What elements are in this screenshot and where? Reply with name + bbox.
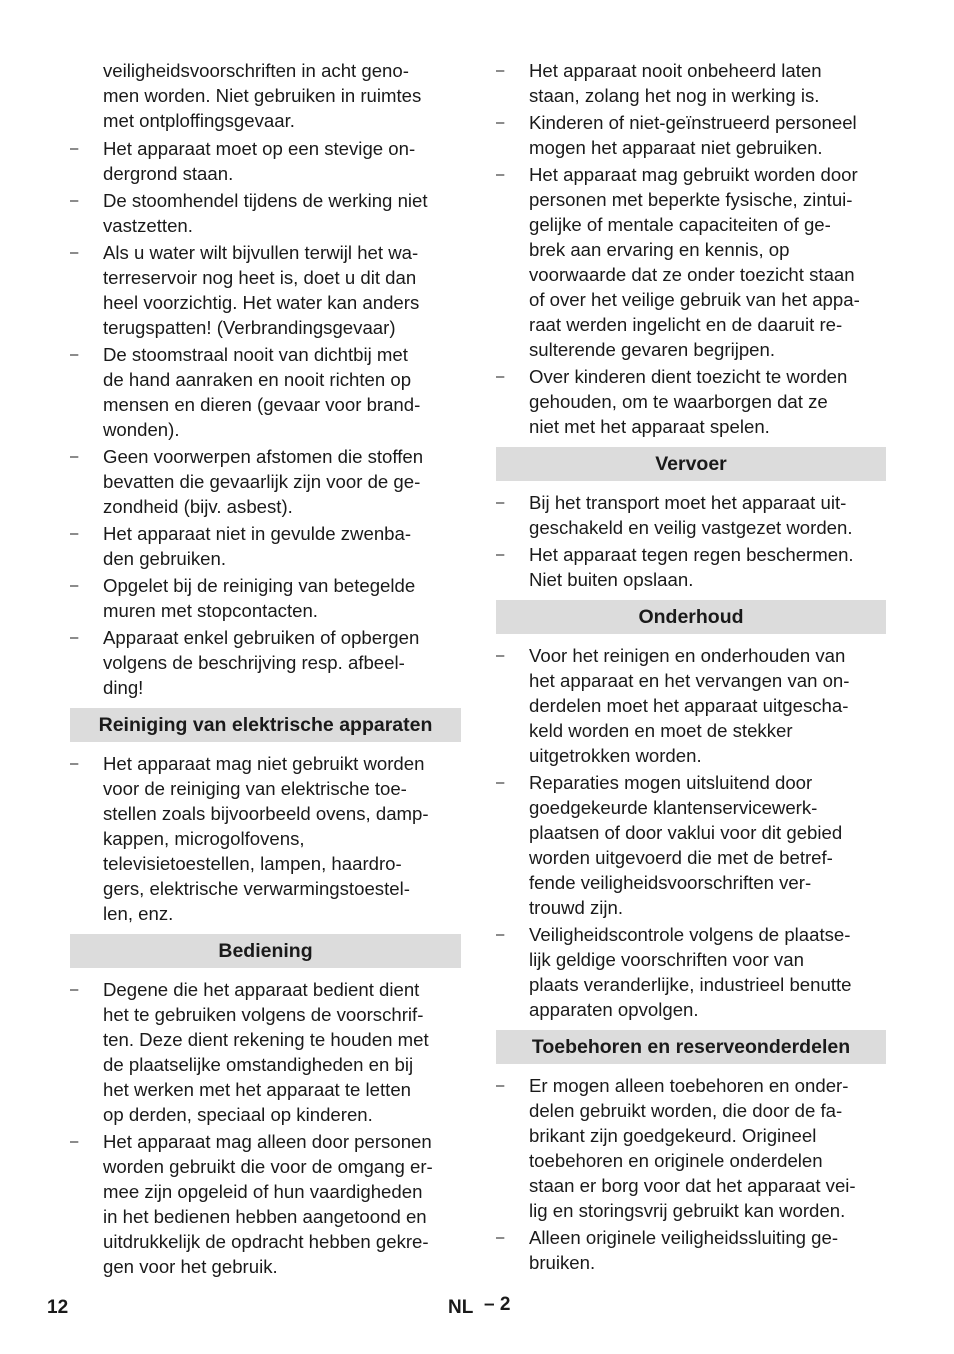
bullet-dash: – — [496, 368, 505, 385]
list-item-text: Het apparaat mag alleen door personen worden gebruikt die voor de omgang er- mee zijn opgeleid of hun vaardigheden in het bedienen hebben aangetoond en uitdrukkelijk de opdracht hebben gekre- gen voor het gebruik. — [103, 1131, 433, 1277]
list-item — [70, 521, 461, 571]
list-item-text: Over kinderen dient toezicht te worden gehouden, om te waarborgen dat ze niet met het apparaat spelen. — [529, 366, 848, 437]
list-item — [496, 490, 886, 540]
sub-page-number: – 2 — [484, 1294, 511, 1315]
list-item-text: De stoomhendel tijdens de werking niet vastzetten. — [103, 190, 428, 236]
bullet-dash: – — [70, 244, 79, 261]
heading-bediening: Bediening — [70, 934, 461, 968]
list-item — [70, 188, 461, 238]
heading-reiniging: Reiniging van elektrische apparaten — [70, 708, 461, 742]
list-item — [70, 977, 461, 1127]
list-item-text: Er mogen alleen toebehoren en onder- delen gebruikt worden, die door de fa- brikant zijn goedgekeurd. Origineel toebehoren en originele onderdelen staan er borg voor dat het apparaat vei- lig en storingsvrij gebruikt kan worden. — [529, 1075, 856, 1221]
list-item-text: Het apparaat nooit onbeheerd laten staan, zolang het nog in werking is. — [529, 60, 822, 106]
bullet-dash: – — [70, 981, 79, 998]
list-item — [496, 1225, 886, 1275]
list-item-text: Geen voorwerpen afstomen die stoffen bevatten die gevaarlijk zijn voor de ge- zondheid (bijv. asbest). — [103, 446, 424, 517]
list-item-text: Het apparaat moet op een stevige on- dergrond staan. — [103, 138, 416, 184]
right-column — [496, 58, 886, 1277]
onderhoud-list — [496, 643, 886, 1022]
safety-list-left — [70, 136, 461, 700]
heading-toebehoren: Toebehoren en reserveonderdelen — [496, 1030, 886, 1064]
heading-onderhoud: Onderhoud — [496, 600, 886, 634]
list-item-text: Het apparaat mag niet gebruikt worden voor de reiniging van elektrische toe- stellen zoals bijvoorbeeld ovens, damp- kappen, microgolfovens, televisietoestellen, lampen, haardro- gers, elektrische verwarmingstoestel- len, enz. — [103, 753, 429, 924]
bullet-dash: – — [70, 1133, 79, 1150]
list-item — [70, 136, 461, 186]
bullet-dash: – — [496, 546, 505, 563]
heading-vervoer: Vervoer — [496, 447, 886, 481]
bullet-dash: – — [496, 62, 505, 79]
list-item — [496, 770, 886, 920]
list-item — [70, 625, 461, 700]
safety-list-right — [496, 58, 886, 439]
list-item — [496, 542, 886, 592]
list-item — [70, 751, 461, 926]
bediening-list — [70, 977, 461, 1279]
list-item-text: Kinderen of niet-geïnstrueerd personeel mogen het apparaat niet gebruiken. — [529, 112, 857, 158]
list-item-text: Het apparaat niet in gevulde zwenba- den gebruiken. — [103, 523, 412, 569]
list-item — [70, 573, 461, 623]
list-item-text: Het apparaat mag gebruikt worden door personen met beperkte fysische, zintui- gelijke of mentale capaciteiten of ge- brek aan ervaring en kennis, op voorwaarde dat ze onder toezicht staan of over het veilige gebruik van het appa- raat werden ingelicht en de daaruit re- sulterende gevaren begrijpen. — [529, 164, 860, 360]
list-item — [496, 110, 886, 160]
bullet-dash: – — [496, 926, 505, 943]
list-item — [496, 364, 886, 439]
list-item — [70, 1129, 461, 1279]
bullet-dash: – — [70, 525, 79, 542]
list-item-text: Alleen originele veiligheidssluiting ge- bruiken. — [529, 1227, 839, 1273]
list-item-text: Als u water wilt bijvullen terwijl het wa- terreservoir nog heet is, doet u dit dan heel voorzichtig. Het water kan anders terugspatten! (Verbrandingsgevaar) — [103, 242, 420, 338]
bullet-dash: – — [496, 494, 505, 511]
list-item — [70, 342, 461, 442]
bullet-dash: – — [70, 629, 79, 646]
bullet-dash: – — [70, 577, 79, 594]
bullet-dash: – — [496, 647, 505, 664]
list-item-text: Voor het reinigen en onderhouden van het apparaat en het vervangen van on- derdelen moet het apparaat uitgescha- keld worden en moet de stekker uitgetrokken worden. — [529, 645, 850, 766]
bullet-dash: – — [70, 140, 79, 157]
list-item — [496, 922, 886, 1022]
bullet-dash: – — [496, 114, 505, 131]
intro-paragraph: veiligheidsvoorschriften in acht geno- men worden. Niet gebruiken in ruimtes met ontploffingsgevaar. — [103, 60, 422, 131]
toebehoren-list — [496, 1073, 886, 1275]
language-code: NL — [448, 1297, 474, 1318]
list-item — [496, 643, 886, 768]
bullet-dash: – — [70, 448, 79, 465]
bullet-dash: – — [496, 1229, 505, 1246]
list-item — [496, 162, 886, 362]
list-item-text: Degene die het apparaat bedient dient het te gebruiken volgens de voorschrif- ten. Deze dient rekening te houden met de plaatselijke omstandigheden en bij het werken met het apparaat te letten op derden, speciaal op kinderen. — [103, 979, 429, 1125]
reiniging-list — [70, 751, 461, 926]
bullet-dash: – — [70, 192, 79, 209]
list-item — [496, 58, 886, 108]
page-number: 12 — [47, 1297, 69, 1318]
bullet-dash: – — [496, 774, 505, 791]
list-item — [496, 1073, 886, 1223]
bullet-dash: – — [70, 755, 79, 772]
list-item-text: Reparaties mogen uitsluitend door goedgekeurde klantenservicewerk- plaatsen of door vaklui voor dit gebied worden uitgevoerd die met de betref- fende veiligheidsvoorschriften ver- trouwd zijn. — [529, 772, 843, 918]
list-item-text: Het apparaat tegen regen beschermen. Niet buiten opslaan. — [529, 544, 854, 590]
list-item-text: Apparaat enkel gebruiken of opbergen volgens de beschrijving resp. afbeel- ding! — [103, 627, 420, 698]
list-item-text: Opgelet bij de reiniging van betegelde muren met stopcontacten. — [103, 575, 416, 621]
list-item — [70, 240, 461, 340]
left-column — [70, 58, 461, 1281]
bullet-dash: – — [70, 346, 79, 363]
list-item-text: De stoomstraal nooit van dichtbij met de hand aanraken en nooit richten op mensen en dieren (gevaar voor brand- wonden). — [103, 344, 421, 440]
vervoer-list — [496, 490, 886, 592]
bullet-dash: – — [496, 166, 505, 183]
bullet-dash: – — [496, 1077, 505, 1094]
list-item-text: Bij het transport moet het apparaat uit- geschakeld en veilig vastgezet worden. — [529, 492, 853, 538]
list-item-text: Veiligheidscontrole volgens de plaatse- lijk geldige voorschriften voor van plaats veranderlijke, industrieel benutte apparaten opvolgen. — [529, 924, 852, 1020]
list-item — [70, 444, 461, 519]
